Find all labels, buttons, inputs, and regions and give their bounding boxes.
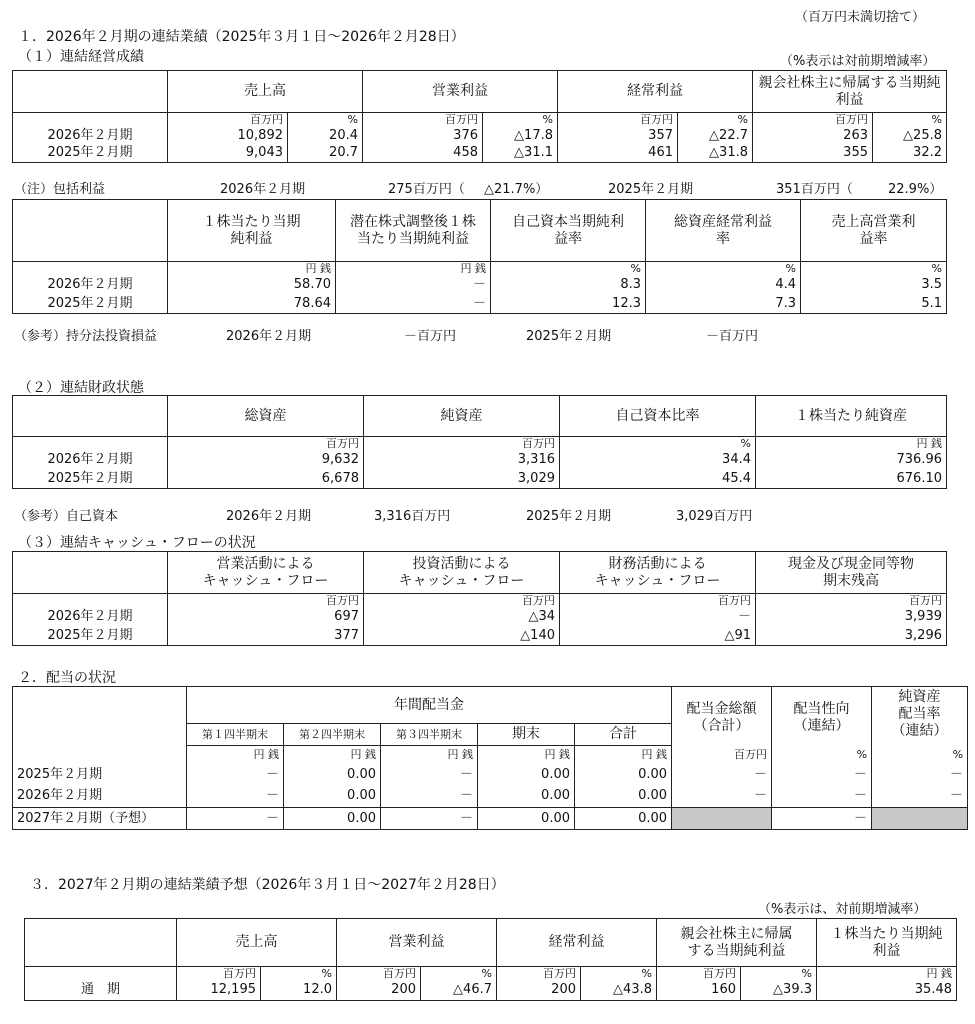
comp-income-value1: 275百万円（: [388, 182, 465, 197]
equity-method-value1: －百万円: [404, 329, 457, 344]
cell-shaded: [872, 808, 968, 830]
cell: 3.5: [801, 276, 947, 295]
cell: 34.4: [560, 451, 756, 470]
cell: 357: [558, 127, 678, 145]
unit-cell: 百万円: [672, 746, 772, 764]
row-label: 2025年２月期: [13, 470, 168, 489]
header-net-income: 親会社株主に帰属する当期純利益: [753, 71, 947, 113]
table-row: [13, 295, 947, 314]
equity-value1: 3,316百万円: [374, 509, 451, 524]
cell: 263: [753, 127, 873, 145]
header-operating-profit: 営業利益: [363, 71, 558, 113]
cell: 458: [363, 145, 483, 163]
header-total-dividends: 配当金総額 （合計）: [672, 687, 772, 746]
per-share-table: [12, 199, 947, 314]
cell: 355: [753, 145, 873, 163]
equity-method-period1: 2026年２月期: [226, 329, 312, 344]
unit-cell: 百万円: [168, 437, 364, 451]
header-total: 合計: [575, 724, 672, 746]
comp-income-pct2: 22.9%）: [888, 182, 943, 197]
equity-period1: 2026年２月期: [226, 509, 312, 524]
cell: 9,043: [168, 145, 288, 163]
cell: △34: [364, 608, 560, 627]
header-bps: １株当たり純資産: [756, 396, 947, 437]
header-doe: 純資産 配当率 （連結）: [872, 687, 968, 746]
cell: 9,632: [168, 451, 364, 470]
cell: 3,939: [756, 608, 947, 627]
unit-cell: 百万円: [364, 437, 560, 451]
unit-cell: 百万円: [168, 113, 288, 127]
unit-cell: 百万円: [497, 967, 581, 981]
pct-note: （%表示は対前期増減率）: [780, 54, 936, 69]
row-label: 2026年２月期: [13, 786, 187, 808]
row-label: 2026年２月期: [13, 608, 168, 627]
cell: 0.00: [575, 764, 672, 786]
cell: 0.00: [478, 808, 575, 830]
cell: 8.3: [491, 276, 646, 295]
header-net-assets: 純資産: [364, 396, 560, 437]
cell: 0.00: [575, 808, 672, 830]
equity-value2: 3,029百万円: [676, 509, 753, 524]
table-row: [25, 981, 957, 1001]
row-label: 2026年２月期: [13, 276, 168, 295]
header-annual-dividend: 年間配当金: [187, 687, 672, 724]
unit-cell: 百万円: [560, 594, 756, 608]
header-investing-cf: 投資活動による キャッシュ・フロー: [364, 552, 560, 594]
cell: 0.00: [478, 764, 575, 786]
unit-cell: 円 銭: [756, 437, 947, 451]
cell: －: [772, 808, 872, 830]
header-operating-cf: 営業活動による キャッシュ・フロー: [168, 552, 364, 594]
cell: －: [381, 808, 478, 830]
unit-cell: %: [646, 262, 801, 276]
cell: 5.1: [801, 295, 947, 314]
header-forecast-net-income: 親会社株主に帰属 する当期純利益: [657, 919, 817, 967]
section1-title: １．2026年２月期の連結業績（2025年３月１日～2026年２月28日）: [18, 29, 465, 45]
cell: △31.1: [483, 145, 558, 163]
cell: －: [872, 786, 968, 808]
cell: 376: [363, 127, 483, 145]
header-forecast-operating-profit: 営業利益: [337, 919, 497, 967]
unit-cell: 百万円: [363, 113, 483, 127]
cell: 7.3: [646, 295, 801, 314]
header-blank: [13, 71, 168, 113]
unit-cell: %: [560, 437, 756, 451]
header-ordinary-profit: 経常利益: [558, 71, 753, 113]
unit-cell: %: [741, 967, 817, 981]
cell: 32.2: [873, 145, 947, 163]
cell: 200: [497, 981, 581, 1001]
cell: －: [672, 786, 772, 808]
table-row: [13, 627, 947, 646]
cell: 45.4: [560, 470, 756, 489]
header-payout-ratio: 配当性向 （連結）: [772, 687, 872, 746]
cell: △22.7: [678, 127, 753, 145]
cell: 0.00: [284, 764, 381, 786]
cell: 3,296: [756, 627, 947, 646]
unit-cell: %: [421, 967, 497, 981]
equity-method-period2: 2025年２月期: [526, 329, 612, 344]
cell: 12,195: [177, 981, 261, 1001]
cell: 3,029: [364, 470, 560, 489]
cell: 35.48: [817, 981, 957, 1001]
header-q3: 第３四半期末: [381, 724, 478, 746]
cell: －: [381, 786, 478, 808]
header-diluted-eps: 潜在株式調整後１株当たり当期純利益: [336, 200, 491, 262]
unit-cell: 百万円: [337, 967, 421, 981]
section3-title: ３．2027年２月期の連結業績予想（2026年３月１日～2027年２月28日）: [30, 877, 505, 893]
row-label: 通 期: [25, 981, 177, 1001]
header-forecast-eps: １株当たり当期純 利益: [817, 919, 957, 967]
equity-method-value2: －百万円: [706, 329, 759, 344]
unit-cell: 百万円: [168, 594, 364, 608]
dividends-table: [12, 686, 968, 830]
cell: －: [336, 276, 491, 295]
cell: 3,316: [364, 451, 560, 470]
header-financing-cf: 財務活動による キャッシュ・フロー: [560, 552, 756, 594]
cell: 12.3: [491, 295, 646, 314]
forecast-table: [24, 918, 957, 1001]
header-roe: 自己資本当期純利益率: [491, 200, 646, 262]
table-row: [13, 127, 947, 145]
row-label: 2025年２月期: [13, 764, 187, 786]
unit-cell: %: [261, 967, 337, 981]
unit-cell: %: [873, 113, 947, 127]
cell: 0.00: [478, 786, 575, 808]
header-q1: 第１四半期末: [187, 724, 284, 746]
header-forecast-sales: 売上高: [177, 919, 337, 967]
comp-income-period2: 2025年２月期: [608, 182, 694, 197]
subsection3-title: （３）連結キャッシュ・フローの状況: [18, 535, 256, 551]
cell: 676.10: [756, 470, 947, 489]
unit-note: （百万円未満切捨て）: [795, 10, 926, 25]
row-label: 2026年２月期: [13, 127, 168, 145]
cell: －: [672, 764, 772, 786]
unit-cell: 円 銭: [284, 746, 381, 764]
cell: －: [560, 608, 756, 627]
cell: 0.00: [284, 808, 381, 830]
cell: 4.4: [646, 276, 801, 295]
cell: 20.7: [288, 145, 363, 163]
unit-cell: 百万円: [364, 594, 560, 608]
unit-cell: 百万円: [657, 967, 741, 981]
cell: △31.8: [678, 145, 753, 163]
comp-income-value2: 351百万円（: [776, 182, 853, 197]
unit-cell: 百万円: [753, 113, 873, 127]
header-q2: 第２四半期末: [284, 724, 381, 746]
row-label: 2026年２月期: [13, 451, 168, 470]
unit-cell: %: [872, 746, 968, 764]
unit-cell: %: [288, 113, 363, 127]
cell: 461: [558, 145, 678, 163]
table-row: [13, 451, 947, 470]
comp-income-period1: 2026年２月期: [220, 182, 306, 197]
cell: 0.00: [575, 786, 672, 808]
cell: 736.96: [756, 451, 947, 470]
cell: －: [772, 786, 872, 808]
operating-results-table: [12, 70, 947, 163]
cell: △140: [364, 627, 560, 646]
cell: △91: [560, 627, 756, 646]
unit-cell: 円 銭: [575, 746, 672, 764]
header-total-assets: 総資産: [168, 396, 364, 437]
cell: －: [187, 786, 284, 808]
forecast-pct-note: （%表示は、対前期増減率）: [758, 902, 927, 917]
cell: 58.70: [168, 276, 336, 295]
unit-cell: 百万円: [177, 967, 261, 981]
cell: △46.7: [421, 981, 497, 1001]
table-row: [13, 276, 947, 295]
cell: △17.8: [483, 127, 558, 145]
cell: 200: [337, 981, 421, 1001]
equity-method-label: （参考）持分法投資損益: [14, 329, 158, 344]
cell: 10,892: [168, 127, 288, 145]
cell: －: [336, 295, 491, 314]
unit-cell: 円 銭: [168, 262, 336, 276]
unit-cell: %: [772, 746, 872, 764]
cell: －: [381, 764, 478, 786]
comp-income-pct1: △21.7%）: [484, 182, 549, 197]
cell: 697: [168, 608, 364, 627]
unit-cell: 円 銭: [381, 746, 478, 764]
cell: 78.64: [168, 295, 336, 314]
equity-period2: 2025年２月期: [526, 509, 612, 524]
unit-cell: 円 銭: [478, 746, 575, 764]
cell: －: [187, 764, 284, 786]
cell: △43.8: [581, 981, 657, 1001]
header-roa: 総資産経常利益率: [646, 200, 801, 262]
cell: －: [872, 764, 968, 786]
header-forecast-ordinary-profit: 経常利益: [497, 919, 657, 967]
unit-cell: %: [491, 262, 646, 276]
cell: △39.3: [741, 981, 817, 1001]
header-year-end: 期末: [478, 724, 575, 746]
unit-cell: 円 銭: [187, 746, 284, 764]
table-row: [13, 808, 968, 830]
header-cash-balance: 現金及び現金同等物 期末残高: [756, 552, 947, 594]
table-row: [13, 145, 947, 163]
subsection1-title: （１）連結経営成績: [18, 49, 144, 65]
table-row: [13, 786, 968, 808]
row-label: 2025年２月期: [13, 627, 168, 646]
table-row: [13, 608, 947, 627]
row-label: 2027年２月期（予想）: [13, 808, 187, 830]
cell-shaded: [672, 808, 772, 830]
cell: 0.00: [284, 786, 381, 808]
cell: －: [187, 808, 284, 830]
unit-cell: %: [581, 967, 657, 981]
row-label: 2025年２月期: [13, 145, 168, 163]
cell: 6,678: [168, 470, 364, 489]
subsection2-title: （２）連結財政状態: [18, 380, 144, 396]
cell: 160: [657, 981, 741, 1001]
unit-cell: 百万円: [558, 113, 678, 127]
cell: －: [772, 764, 872, 786]
header-equity-ratio: 自己資本比率: [560, 396, 756, 437]
unit-cell: %: [678, 113, 753, 127]
table-row: [13, 764, 968, 786]
header-eps: １株当たり当期純利益: [168, 200, 336, 262]
financial-position-table: [12, 395, 947, 489]
cell: 20.4: [288, 127, 363, 145]
cell: 377: [168, 627, 364, 646]
unit-cell: 円 銭: [817, 967, 957, 981]
section2-title: ２．配当の状況: [18, 670, 116, 686]
table-row: [13, 470, 947, 489]
cell: △25.8: [873, 127, 947, 145]
row-label: 2025年２月期: [13, 295, 168, 314]
cell: 12.0: [261, 981, 337, 1001]
unit-cell: %: [801, 262, 947, 276]
equity-label: （参考）自己資本: [14, 509, 119, 524]
header-sales: 売上高: [168, 71, 363, 113]
cash-flow-table: [12, 551, 947, 646]
comp-income-label: （注）包括利益: [14, 182, 106, 197]
unit-cell: 百万円: [756, 594, 947, 608]
unit-cell: 円 銭: [336, 262, 491, 276]
unit-cell: %: [483, 113, 558, 127]
header-opm: 売上高営業利益率: [801, 200, 947, 262]
